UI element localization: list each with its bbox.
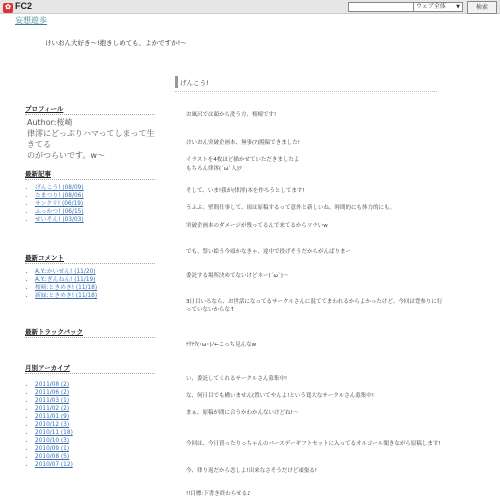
list-item[interactable] — [35, 397, 73, 405]
archive-link[interactable]: 2011/08 (2) — [35, 382, 70, 388]
fc2-logo-icon: ✿ — [3, 3, 13, 13]
list-item[interactable] — [35, 429, 73, 437]
fc2-header-bar — [0, 0, 500, 14]
divider — [25, 263, 155, 264]
list-item[interactable] — [35, 184, 84, 192]
entry-text-line: い、委託してくれるサークルさん募集中! — [186, 376, 288, 382]
archive-link[interactable]: 2010/08 (5) — [35, 454, 70, 460]
fc2-logo[interactable] — [3, 1, 32, 13]
entry-text-line: な、何日目でも構いません(置いてやんよ!という寛大なサークルさん募集中! — [186, 393, 374, 399]
archive-link[interactable]: 2010/12 (3) — [35, 422, 70, 428]
divider — [25, 337, 155, 338]
fc2-logo-text: FC2 — [15, 1, 33, 11]
list-item[interactable] — [35, 268, 97, 276]
entry-title[interactable]: げんこう! — [180, 79, 209, 87]
entry-text-line: けいおん突破企画本、無事(?)脱稿できました! — [186, 140, 300, 146]
comment-link[interactable]: A.Y.:かいせん! (11/20) — [35, 269, 96, 275]
entry-text-line: 突破企画本のダメージが残ってるんで来てるからツラいw — [186, 223, 328, 229]
list-item[interactable] — [35, 453, 73, 461]
chevron-down-icon: ▼ — [456, 4, 460, 10]
list-item[interactable] — [35, 413, 73, 421]
list-item[interactable] — [35, 192, 84, 200]
list-item[interactable] — [35, 461, 73, 469]
comment-link[interactable]: A.Y.:ぎんねん! (11/19) — [35, 277, 96, 283]
comment-link[interactable]: 新緑:ときめき! (11/18) — [35, 293, 98, 299]
divider — [25, 373, 155, 374]
entry-text-line: もちろん律澪(´ω`人)ﾂ — [186, 166, 242, 172]
list-item[interactable] — [35, 200, 84, 208]
entry-text-line: イラストを4枚ほど描かせていただきましたよ — [186, 157, 300, 163]
search-scope-select[interactable] — [413, 2, 463, 12]
entry-text-line: 3日目いろなら、お世話になってるサークルさんに混ててまわれるからよかったけど、今回は豊参りに行っていないからな↑ — [186, 299, 443, 313]
entry-text-line: 今、律り返だから恋しよ!出来なさそうだけど頑張る! — [186, 468, 317, 474]
archive-link[interactable]: 2011/02 (2) — [35, 406, 70, 412]
recent-comments-heading: 最新コメント — [25, 254, 64, 262]
entry-text-line: 今回は、今日買ったりっちゃんのバースデーギフトセットに入ってるオルゴール聞きながら原稿します! — [186, 441, 441, 447]
list-item[interactable] — [35, 216, 84, 224]
archive-link[interactable]: 2010/10 (3) — [35, 438, 70, 444]
entry-link[interactable]: サンクリ! (06/19) — [35, 201, 84, 207]
entry-link[interactable]: ふっかつ! (06/15) — [35, 209, 84, 215]
divider — [25, 179, 155, 180]
site-title[interactable]: 妄想遊歩 — [15, 16, 47, 25]
entry-text-line: まぁ、原稿が間に合うかわかんないけどね!～ — [186, 410, 299, 416]
list-item[interactable] — [35, 389, 73, 397]
list-item[interactable] — [35, 208, 84, 216]
divider — [175, 91, 437, 92]
list-item[interactable] — [35, 421, 73, 429]
entry-text-line: 委託する場所決めてないけどネー(´ω`)～ — [186, 273, 289, 279]
list-item[interactable] — [35, 445, 73, 453]
archive-link[interactable]: 2010/07 (12) — [35, 462, 73, 468]
entry-text-line: !!目標:下書き終わらせる♪ — [186, 491, 251, 497]
entry-text-line: お風呂では顔から洗う方、桜崎です! — [186, 112, 277, 118]
list-item[interactable] — [35, 405, 73, 413]
archive-link[interactable]: 2011/01 (9) — [35, 414, 70, 420]
divider — [25, 114, 155, 115]
entry-text-line: うふふ。壁間仕事して、頃は原稿するって意外と新しいね。時間的にも体力的にも。 — [186, 205, 396, 211]
list-item[interactable] — [35, 284, 97, 292]
list-item[interactable] — [35, 381, 73, 389]
entry-link[interactable]: せいそん! (03/03) — [35, 217, 84, 223]
list-item[interactable] — [35, 437, 73, 445]
entry-text-line: そして、いま!我が(律澪)本を作ろうとしてます! — [186, 188, 305, 194]
recent-comments-list — [25, 268, 97, 300]
archives-list — [25, 381, 73, 469]
archive-link[interactable]: 2010/09 (1) — [35, 446, 70, 452]
list-item[interactable] — [35, 292, 97, 300]
recent-entries-heading: 最新記事 — [25, 170, 51, 178]
entry-title-bar — [175, 76, 440, 88]
profile-author: Author:桜崎 — [27, 118, 73, 127]
entry-text-line: でも、祭い絵う今頑かなきゃ、途中で投げそうだからがんばりまー — [186, 249, 352, 255]
archive-link[interactable]: 2011/06 (2) — [35, 390, 70, 396]
search-input[interactable] — [348, 2, 416, 12]
entry-link[interactable]: たまつり! (08/06) — [35, 193, 84, 199]
search-scope-value: ウェブ全体 — [416, 3, 446, 10]
archive-link[interactable]: 2011/03 (1) — [35, 398, 70, 404]
profile-heading: プロフィール — [25, 105, 64, 113]
entry-link[interactable]: げんこう! (08/09) — [35, 185, 84, 191]
entry-text-line: ﾃｸﾃｸ(･ω･)ﾉ←こっち見んなw — [186, 342, 257, 348]
search-button[interactable]: 検索 — [467, 1, 497, 14]
recent-entries-list — [25, 184, 84, 224]
profile-line-2: のがつらいです。w～ — [27, 151, 105, 160]
list-item[interactable] — [35, 276, 97, 284]
profile-line-1: 律澪にどっぷりハマってしまって生きてる — [27, 129, 155, 149]
recent-trackbacks-heading: 最新トラックバック — [25, 328, 83, 336]
profile-text — [27, 117, 162, 161]
archive-link[interactable]: 2010/11 (18) — [35, 430, 73, 436]
archives-heading: 月別アーカイブ — [25, 364, 70, 372]
site-description: けいおん大好き～!抱きしめても、よかですか!～ — [45, 39, 187, 47]
comment-link[interactable]: 桜崎:ときめき! (11/18) — [35, 285, 98, 291]
